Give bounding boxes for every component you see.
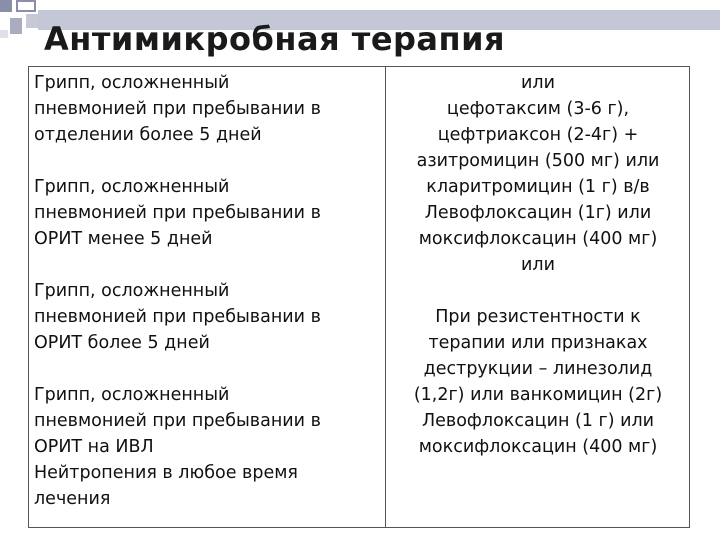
cell-line: цефтриаксон (2-4г) + <box>437 125 639 145</box>
cell-line: или <box>521 255 555 275</box>
cell-line: Грипп, осложненный <box>34 281 230 301</box>
cell-line: пневмонией при пребывании в <box>34 99 321 119</box>
cell-line: Левофлоксацин (1 г) или <box>421 411 655 431</box>
decor-square <box>16 0 36 12</box>
condition-cell <box>34 382 321 512</box>
column-divider <box>385 66 386 528</box>
cell-line: При резистентности к <box>435 307 641 327</box>
cell-line: ОРИТ более 5 дней <box>34 333 210 353</box>
cell-line: пневмонией при пребывании в <box>34 203 321 223</box>
treatment-cell <box>388 70 688 278</box>
cell-line: моксифлоксацин (400 мг) <box>418 229 658 249</box>
cell-line: ОРИТ менее 5 дней <box>34 229 213 249</box>
cell-line: отделении более 5 дней <box>34 125 262 145</box>
slide-title: Антимикробная терапия <box>44 20 506 58</box>
cell-line: Грипп, осложненный <box>34 73 230 93</box>
cell-line: Левофлоксацин (1г) или <box>424 203 652 223</box>
cell-line: пневмонией при пребывании в <box>34 307 321 327</box>
decor-square <box>0 30 8 38</box>
cell-line: (1,2г) или ванкомицин (2г) <box>413 385 663 405</box>
cell-line: кларитромицин (1 г) в/в <box>426 177 650 197</box>
cell-line: лечения <box>34 489 111 509</box>
cell-line: азитромицин (500 мг) или <box>416 151 660 171</box>
condition-cell <box>34 174 321 252</box>
cell-line: Грипп, осложненный <box>34 177 230 197</box>
cell-line: моксифлоксацин (400 мг) <box>418 437 658 457</box>
treatment-cell <box>388 304 688 460</box>
cell-line: пневмонией при пребывании в <box>34 411 321 431</box>
cell-line: Грипп, осложненный <box>34 385 230 405</box>
cell-line: ОРИТ на ИВЛ <box>34 437 154 457</box>
condition-cell <box>34 70 321 148</box>
decor-square <box>10 18 22 34</box>
decor-square <box>26 14 38 28</box>
decor-square <box>0 0 12 12</box>
cell-line: Нейтропения в любое время <box>34 463 298 483</box>
cell-line: или <box>521 73 555 93</box>
cell-line: цефотаксим (3-6 г), <box>446 99 630 119</box>
cell-line: деструкции – линезолид <box>423 359 653 379</box>
cell-line: терапии или признаках <box>428 333 648 353</box>
condition-cell <box>34 278 321 356</box>
